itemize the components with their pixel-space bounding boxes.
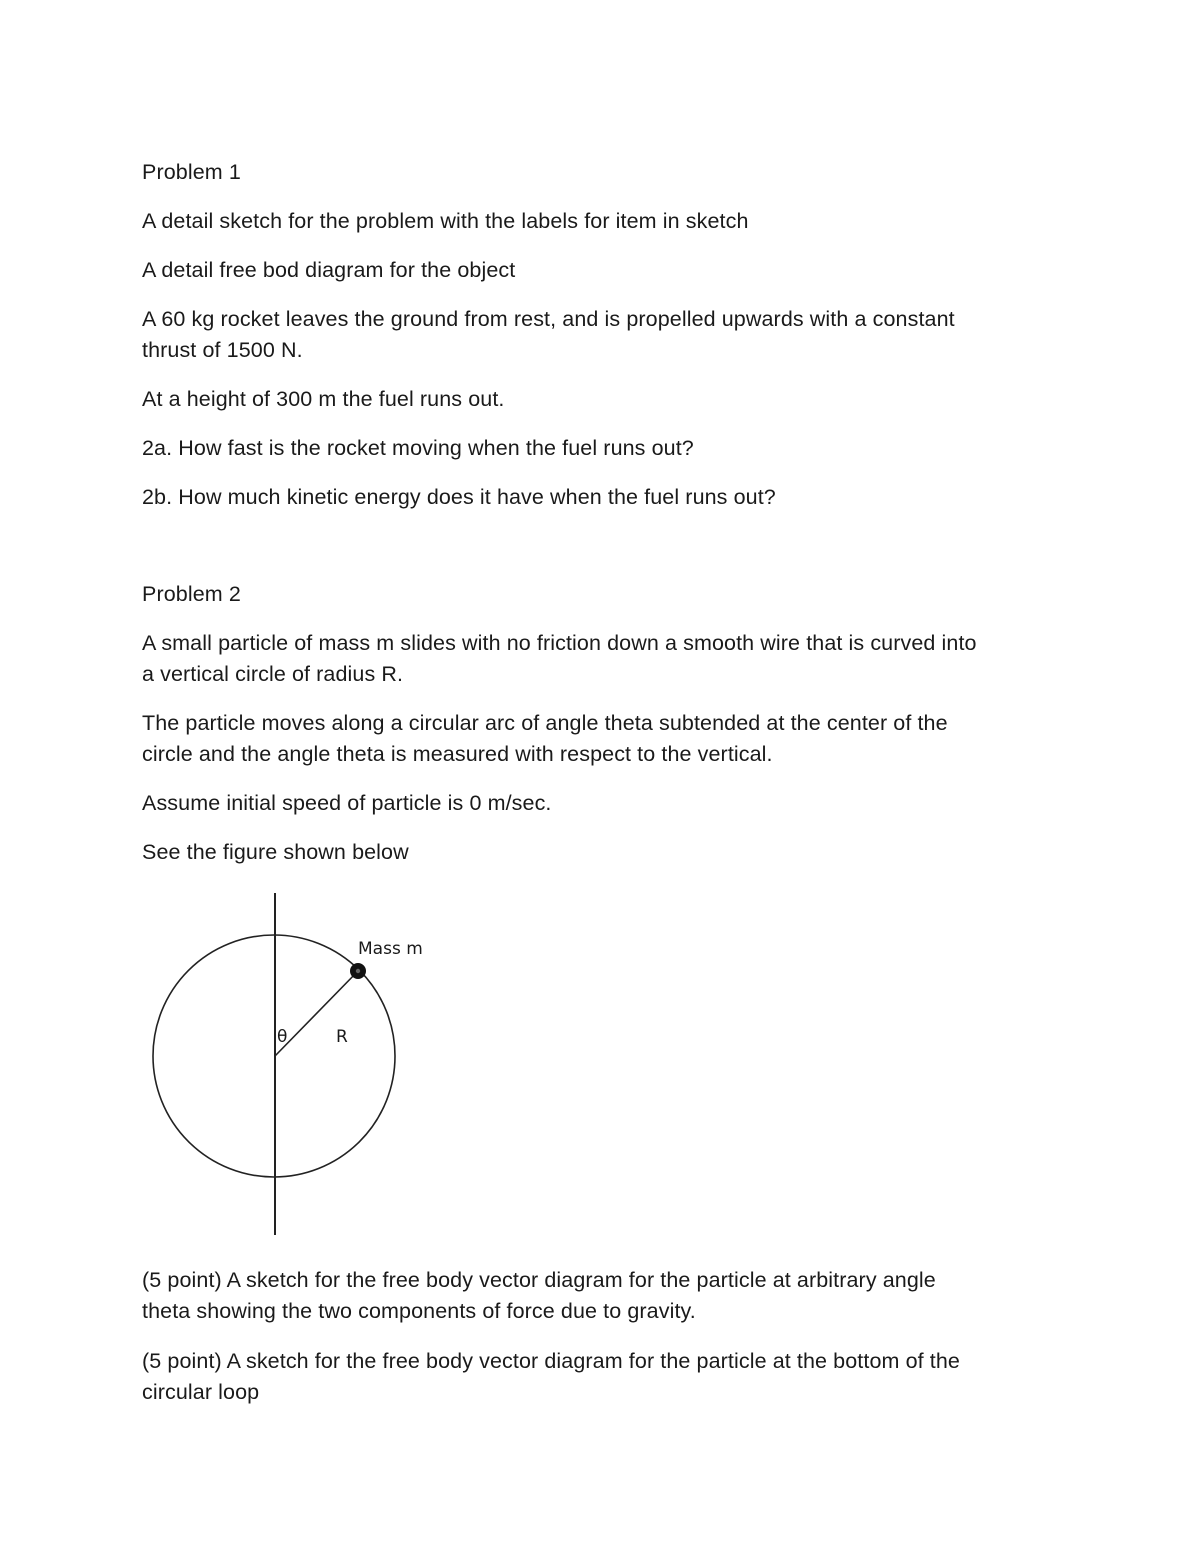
circle-diagram — [140, 885, 460, 1245]
problem-1-text-line: A 60 kg rocket leaves the ground from rest, and is propelled upwards with a constant — [142, 307, 955, 331]
problem-1-text-line: A detail free bod diagram for the object — [142, 258, 516, 282]
question-free-body-bottom: (5 point) A sketch for the free body vector diagram for the particle at the bottom of the — [142, 1349, 960, 1373]
mass-dot-center — [356, 969, 360, 973]
question-free-body-arbitrary-angle: (5 point) A sketch for the free body vector diagram for the particle at arbitrary angle — [142, 1268, 936, 1292]
theta-label: θ — [277, 1027, 288, 1047]
problem-2-text-line: The particle moves along a circular arc of angle theta subtended at the center of the — [142, 711, 948, 735]
problem-1-question-2a: 2a. How fast is the rocket moving when the fuel runs out? — [142, 436, 694, 460]
mass-label: Mass m — [358, 939, 423, 959]
problem-2-text-line: See the figure shown below — [142, 840, 409, 864]
problem-1-text-line: At a height of 300 m the fuel runs out. — [142, 387, 505, 411]
problem-1-heading: Problem 1 — [142, 160, 241, 184]
problem-2-text-line: circle and the angle theta is measured with respect to the vertical. — [142, 742, 773, 766]
circle-figure — [140, 885, 460, 1245]
problem-1-text-line: A detail sketch for the problem with the labels for item in sketch — [142, 209, 749, 233]
question-free-body-bottom-cont: circular loop — [142, 1380, 260, 1404]
problem-2-text-line: Assume initial speed of particle is 0 m/sec. — [142, 791, 552, 815]
problem-2-heading: Problem 2 — [142, 582, 241, 606]
problem-1-text-line: thrust of 1500 N. — [142, 338, 303, 362]
problem-2-text-line: A small particle of mass m slides with no friction down a smooth wire that is curved into — [142, 631, 977, 655]
radius-label: R — [336, 1027, 348, 1047]
problem-2-text-line: a vertical circle of radius R. — [142, 662, 404, 686]
problem-1-question-2b: 2b. How much kinetic energy does it have when the fuel runs out? — [142, 485, 776, 509]
question-free-body-arbitrary-angle-cont: theta showing the two components of force due to gravity. — [142, 1299, 696, 1323]
